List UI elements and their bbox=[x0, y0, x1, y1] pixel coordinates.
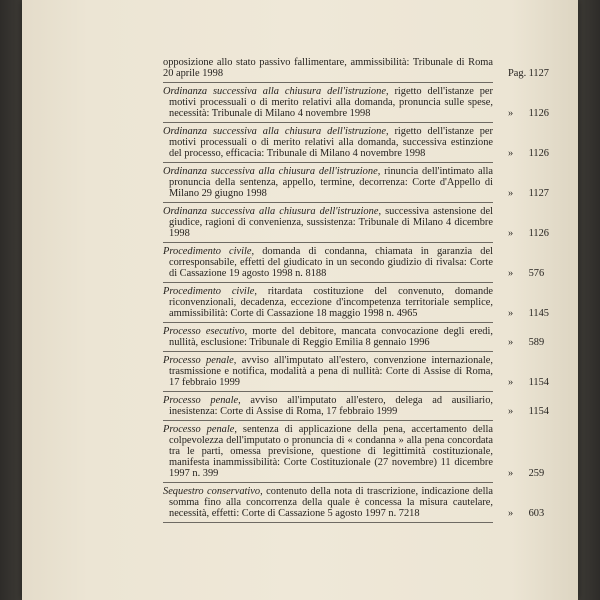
entry-page-number: 1127 bbox=[528, 68, 550, 79]
index-entry bbox=[163, 203, 550, 243]
entry-page-prefix: » bbox=[508, 148, 514, 159]
entry-text: , avviso all'imputato all'estero, convenzione internazionale, trasmissione e notifica, modalità a pena di nullità: Corte di Assise di Roma, 17 febbraio 1999 bbox=[169, 355, 493, 388]
entry-text: , rinuncia dell'intimato alla pronuncia della sentenza, appello, termine, decorrenza: Corte d'Appello di Milano 29 giugno 1998 bbox=[169, 166, 493, 199]
entry-page-prefix: » bbox=[508, 337, 514, 348]
entry-page-prefix: » bbox=[508, 508, 514, 519]
index-entry bbox=[163, 83, 550, 123]
entry-page-number: 603 bbox=[528, 508, 545, 519]
entry-page-prefix: Pag. bbox=[508, 68, 527, 79]
entry-page-number: 1127 bbox=[528, 188, 550, 199]
entry-keyword: Procedimento civile bbox=[163, 246, 252, 257]
index-entries bbox=[163, 54, 550, 523]
entry-keyword: Processo esecutivo bbox=[163, 326, 245, 337]
index-entry bbox=[163, 54, 550, 83]
entry-keyword: Ordinanza successiva alla chiusura dell'istruzione bbox=[163, 86, 386, 97]
entry-text: , contenuto della nota di trascrizione, indicazione della somma fino alla concorrenza della quale è concessa la misura cautelare, necessità, effetti: Corte di Cassazione 5 agosto 1997 n. 7218 bbox=[169, 486, 494, 519]
entry-page-number: 576 bbox=[528, 268, 545, 279]
entry-text: , ritardata costituzione del convenuto, domande riconvenzionali, decadenza, eccezione d'incompetenza territoriale semplice, ammissibilità: Corte di Cassazione 18 maggio 1998 n. 4965 bbox=[169, 286, 493, 319]
index-entry bbox=[163, 392, 550, 421]
entry-page-number: 589 bbox=[528, 337, 545, 348]
entry-page-number: 1145 bbox=[528, 308, 550, 319]
index-entry bbox=[163, 243, 545, 283]
entry-keyword: Sequestro conservativo bbox=[163, 486, 261, 497]
entry-page-number: 1126 bbox=[528, 228, 550, 239]
entry-text: , rigetto dell'istanze per motivi processuali o di merito relativi alla domanda, successiva estinzione del processo, efficacia: Tribunale di Milano 4 novembre 1998 bbox=[169, 126, 493, 159]
entry-keyword: Processo penale bbox=[163, 424, 235, 435]
entry-keyword: Processo penale bbox=[163, 395, 239, 406]
entry-keyword: Processo penale bbox=[163, 355, 234, 366]
index-entry bbox=[163, 483, 545, 523]
entry-page-prefix: » bbox=[508, 108, 514, 119]
index-entry bbox=[163, 283, 550, 323]
index-entry bbox=[163, 163, 550, 203]
entry-keyword: Ordinanza successiva alla chiusura dell'istruzione bbox=[163, 166, 378, 177]
entry-keyword: Ordinanza successiva alla chiusura dell'istruzione bbox=[163, 126, 386, 137]
entry-text: , morte del debitore, mancata convocazione degli eredi, nullità, esclusione: Tribunale di Reggio Emilia 8 gennaio 1996 bbox=[169, 326, 493, 348]
entry-page-number: 1126 bbox=[528, 148, 550, 159]
entry-page-prefix: » bbox=[508, 468, 514, 479]
entry-page-prefix: » bbox=[508, 228, 514, 239]
index-entry bbox=[163, 323, 545, 352]
entry-page-prefix: » bbox=[508, 377, 514, 388]
index-entry bbox=[163, 352, 550, 392]
entry-text: , rigetto dell'istanze per motivi processuali o di merito relativi alla domanda, pronuncia sulle spese, necessità: Tribunale di Milano 4 novembre 1998 bbox=[169, 86, 493, 119]
entry-text: , avviso all'imputato all'estero, delega ad ausiliario, inesistenza: Corte di Assise di Roma, 17 febbraio 1999 bbox=[169, 395, 493, 417]
entry-keyword: Procedimento civile bbox=[163, 286, 255, 297]
index-entry bbox=[163, 123, 550, 163]
entry-text: , domanda di condanna, chiamata in garanzia del corresponsabile, effetti del giudicato in un secondo giudizio di rivalsa: Corte di Cassazione 19 agosto 1998 n. 8188 bbox=[169, 246, 493, 279]
entry-page-number: 1154 bbox=[528, 377, 550, 388]
book-page bbox=[22, 0, 578, 600]
entry-text: , successiva astensione del giudice, ragioni di convenienza, sussistenza: Tribunale di Milano 4 dicembre 1998 bbox=[169, 206, 493, 239]
entry-keyword: Ordinanza successiva alla chiusura dell'istruzione bbox=[163, 206, 379, 217]
entry-page-prefix: » bbox=[508, 268, 514, 279]
entry-text: opposizione allo stato passivo fallimentare, ammissibilità: Tribunale di Roma 20 aprile 1998 bbox=[163, 57, 493, 79]
entry-page-prefix: » bbox=[508, 188, 514, 199]
entry-text: , sentenza di applicazione della pena, accertamento della colpevolezza dell'imputato o pronuncia di « condanna » alla pena concordata tra le parti, omessa previsione, questione di legittimità costituzionale, manifesta inammissibilità: Corte Costituzionale (27 novembre) 11 dicembre 1997 n. 399 bbox=[169, 424, 493, 479]
entry-page-number: 1126 bbox=[528, 108, 550, 119]
entry-page-number: 259 bbox=[528, 468, 545, 479]
entry-page-prefix: » bbox=[508, 308, 514, 319]
entry-page-number: 1154 bbox=[528, 406, 550, 417]
entry-page-prefix: » bbox=[508, 406, 514, 417]
index-entry bbox=[163, 421, 545, 483]
